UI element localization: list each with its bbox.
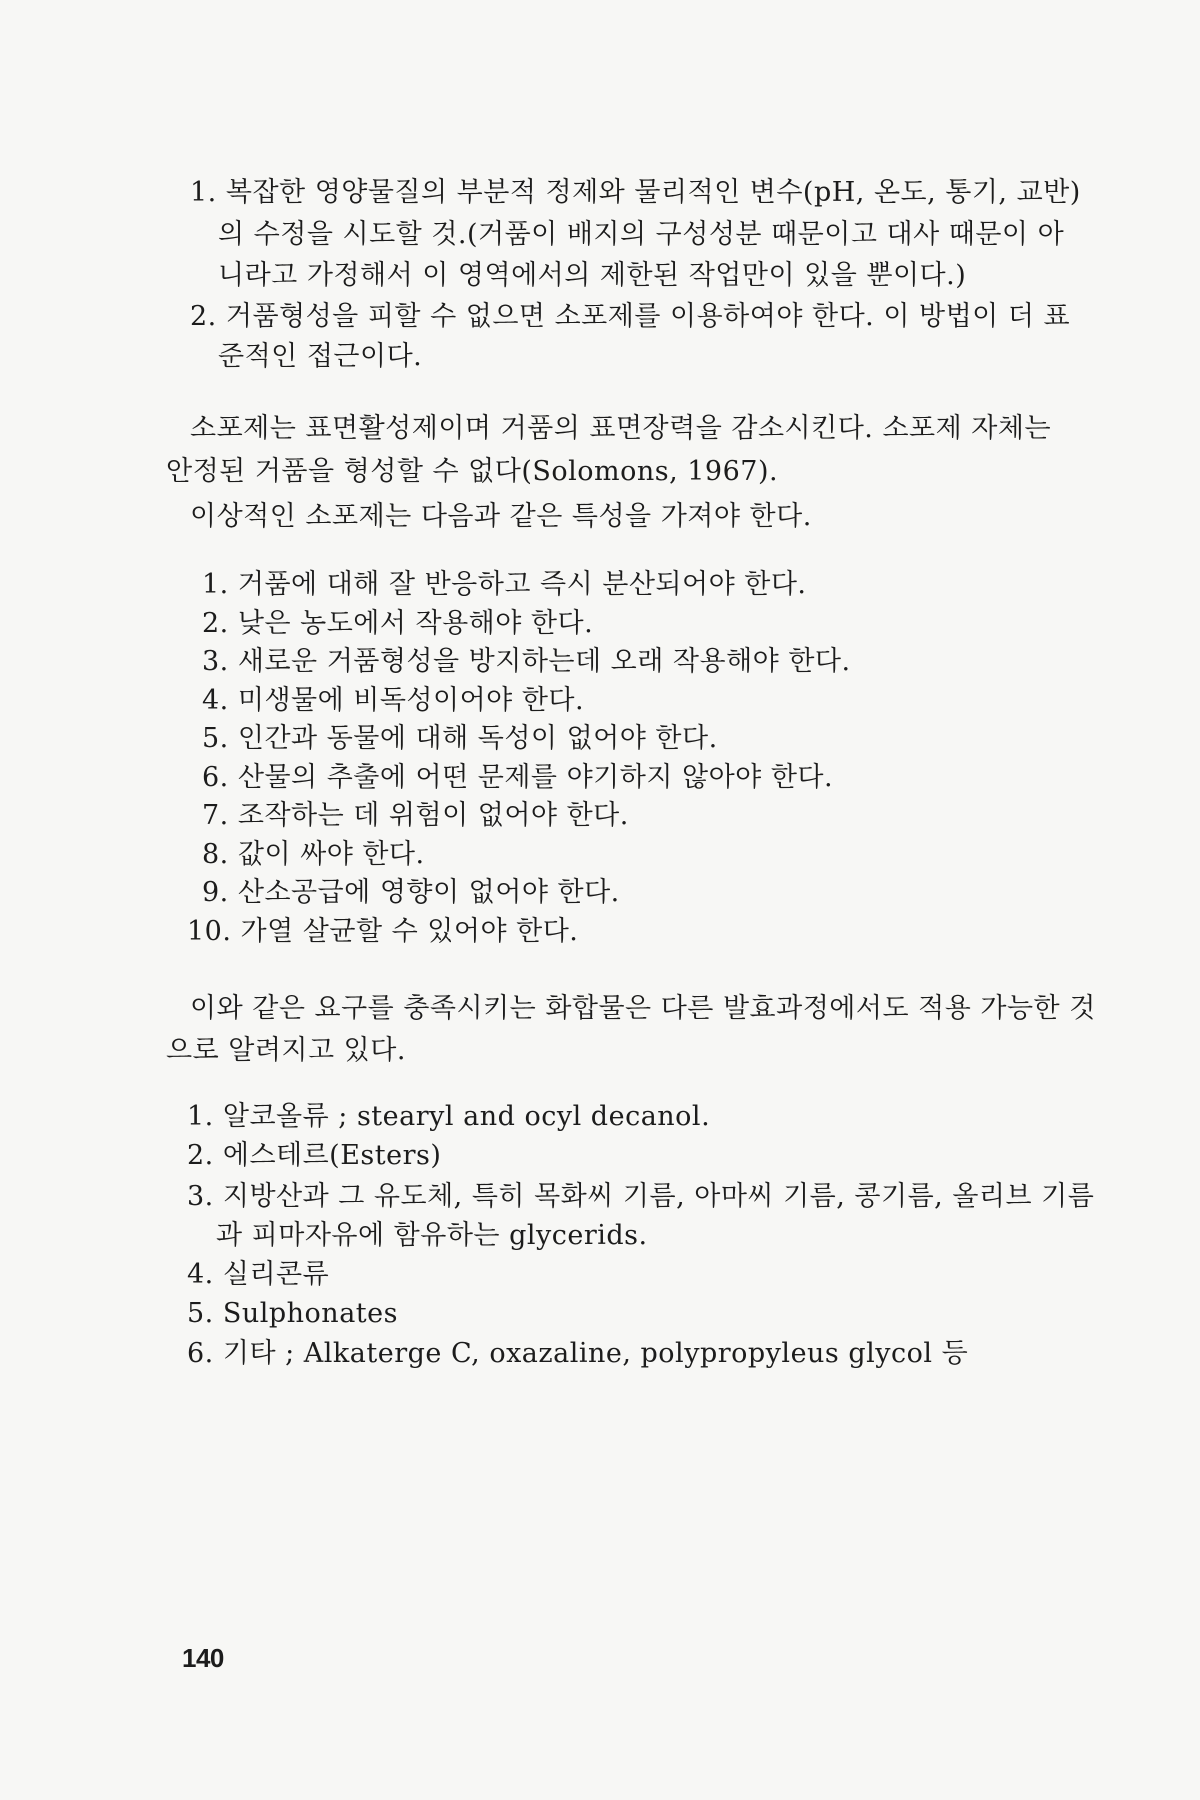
item-text: 에스테르(Esters) [222, 1140, 442, 1171]
paragraph-line: 안정된 거품을 형성할 수 없다(Solomons, 1967). [166, 456, 779, 487]
item-number: 3. [187, 1181, 214, 1212]
list-item [202, 838, 425, 872]
paragraph-intro: 이상적인 소포제는 다음과 같은 특성을 가져야 한다. [190, 501, 812, 532]
item-text: 복잡한 영양물질의 부분적 정제와 물리적인 변수(pH, 온도, 통기, 교반) [225, 177, 1081, 208]
item-number: 2. [190, 301, 217, 332]
item-text: 거품형성을 피할 수 없으면 소포제를 이용하여야 한다. 이 방법이 더 표 [225, 301, 1071, 332]
item-number: 4. [187, 1259, 214, 1290]
item-number: 5. [187, 1298, 214, 1329]
item-number: 2. [202, 608, 229, 639]
list-item [187, 915, 578, 949]
list-item [202, 761, 833, 795]
item-text: Sulphonates [222, 1298, 398, 1329]
item-number: 4. [202, 685, 229, 716]
item-number: 1. [187, 1101, 214, 1132]
list-item [187, 1337, 968, 1371]
item-text: 거품에 대해 잘 반응하고 즉시 분산되어야 한다. [237, 569, 807, 600]
list-item [187, 1258, 329, 1292]
item-text: 실리콘류 [222, 1259, 330, 1290]
list-item [202, 607, 593, 641]
item-text: 산소공급에 영향이 없어야 한다. [237, 877, 620, 908]
item-number: 8. [202, 839, 229, 870]
item-text: 값이 싸야 한다. [237, 839, 425, 870]
item-text: 가열 살균할 수 있어야 한다. [240, 916, 579, 947]
list-item [202, 799, 629, 833]
paragraph-line: 소포제는 표면활성제이며 거품의 표면장력을 감소시킨다. 소포제 자체는 [190, 413, 1052, 444]
paragraph-line: 이와 같은 요구를 충족시키는 화합물은 다른 발효과정에서도 적용 가능한 것 [190, 993, 1096, 1024]
list-item [190, 176, 1081, 210]
item-number: 3. [202, 646, 229, 677]
item-continuation: 과 피마자유에 함유하는 glycerids. [216, 1220, 648, 1251]
list-item [187, 1180, 1094, 1214]
item-number: 5. [202, 723, 229, 754]
item-text: 인간과 동물에 대해 독성이 없어야 한다. [237, 723, 718, 754]
item-number: 6. [187, 1338, 214, 1369]
list-item [190, 300, 1070, 334]
list-item [202, 684, 584, 718]
item-number: 9. [202, 877, 229, 908]
item-number: 6. [202, 762, 229, 793]
item-text: 기타 ; Alkaterge C, oxazaline, polypropyleus glycol 등 [222, 1338, 969, 1369]
list-item [187, 1100, 710, 1134]
item-text: 새로운 거품형성을 방지하는데 오래 작용해야 한다. [237, 646, 851, 677]
item-text: 지방산과 그 유도체, 특히 목화씨 기름, 아마씨 기름, 콩기름, 올리브 기름 [222, 1181, 1095, 1212]
item-number: 10. [187, 916, 232, 947]
item-continuation: 의 수정을 시도할 것.(거품이 배지의 구성성분 때문이고 대사 때문이 아 [218, 219, 1065, 250]
item-number: 7. [202, 800, 229, 831]
item-continuation: 니라고 가정해서 이 영역에서의 제한된 작업만이 있을 뿐이다.) [218, 260, 967, 291]
list-item [202, 722, 718, 756]
item-number: 1. [202, 569, 229, 600]
page-number: 140 [182, 1643, 224, 1673]
item-text: 산물의 추출에 어떤 문제를 야기하지 않아야 한다. [237, 762, 834, 793]
item-text: 조작하는 데 위험이 없어야 한다. [237, 800, 629, 831]
list-item [202, 645, 851, 679]
item-text: 낮은 농도에서 작용해야 한다. [237, 608, 594, 639]
list-item [202, 568, 807, 602]
list-item [202, 876, 620, 910]
paragraph-line: 으로 알려지고 있다. [166, 1035, 406, 1066]
item-number: 2. [187, 1140, 214, 1171]
item-continuation: 준적인 접근이다. [218, 341, 423, 372]
list-item [187, 1139, 441, 1173]
item-number: 1. [190, 177, 217, 208]
item-text: 알코올류 ; stearyl and ocyl decanol. [222, 1101, 711, 1132]
item-text: 미생물에 비독성이어야 한다. [237, 685, 585, 716]
list-item [187, 1297, 398, 1331]
